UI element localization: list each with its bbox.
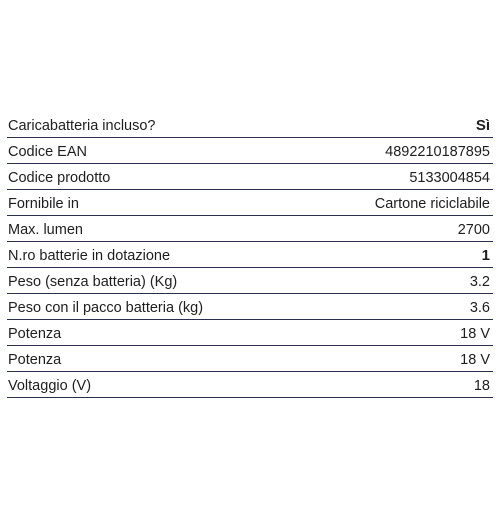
spec-row-voltage xyxy=(7,372,493,398)
spec-row-power xyxy=(7,346,493,372)
spec-label: Potenza xyxy=(8,352,62,368)
spec-row-max-lumen xyxy=(7,216,493,242)
spec-value: 5133004854 xyxy=(409,170,490,186)
spec-row-packaging xyxy=(7,190,493,216)
spec-row-ean-code xyxy=(7,138,493,164)
spec-label: Caricabatteria incluso? xyxy=(8,118,156,134)
spec-value: 18 V xyxy=(460,352,490,368)
spec-label: Voltaggio (V) xyxy=(8,378,92,394)
spec-value: Sì xyxy=(475,117,490,134)
spec-table xyxy=(7,112,493,398)
spec-row-battery-count xyxy=(7,242,493,268)
spec-value: 18 V xyxy=(460,326,490,342)
spec-label: Peso con il pacco batteria (kg) xyxy=(8,300,204,316)
spec-value: 18 xyxy=(473,378,490,394)
spec-label: Potenza xyxy=(8,326,62,342)
spec-row-power xyxy=(7,320,493,346)
spec-value: 4892210187895 xyxy=(385,144,490,160)
spec-value: 3.2 xyxy=(469,274,490,290)
spec-row-charger-included xyxy=(7,112,493,138)
spec-value: 2700 xyxy=(457,222,490,238)
spec-label: N.ro batterie in dotazione xyxy=(8,248,171,264)
spec-value: 3.6 xyxy=(469,300,490,316)
spec-label: Codice prodotto xyxy=(8,170,111,186)
spec-value: Cartone riciclabile xyxy=(374,196,490,212)
spec-label: Peso (senza batteria) (Kg) xyxy=(8,274,178,290)
spec-label: Max. lumen xyxy=(8,222,83,238)
spec-label: Fornibile in xyxy=(8,196,79,212)
spec-value: 1 xyxy=(481,247,490,264)
spec-row-weight-without-battery xyxy=(7,268,493,294)
spec-row-weight-with-battery xyxy=(7,294,493,320)
spec-row-product-code xyxy=(7,164,493,190)
spec-label: Codice EAN xyxy=(8,144,87,160)
